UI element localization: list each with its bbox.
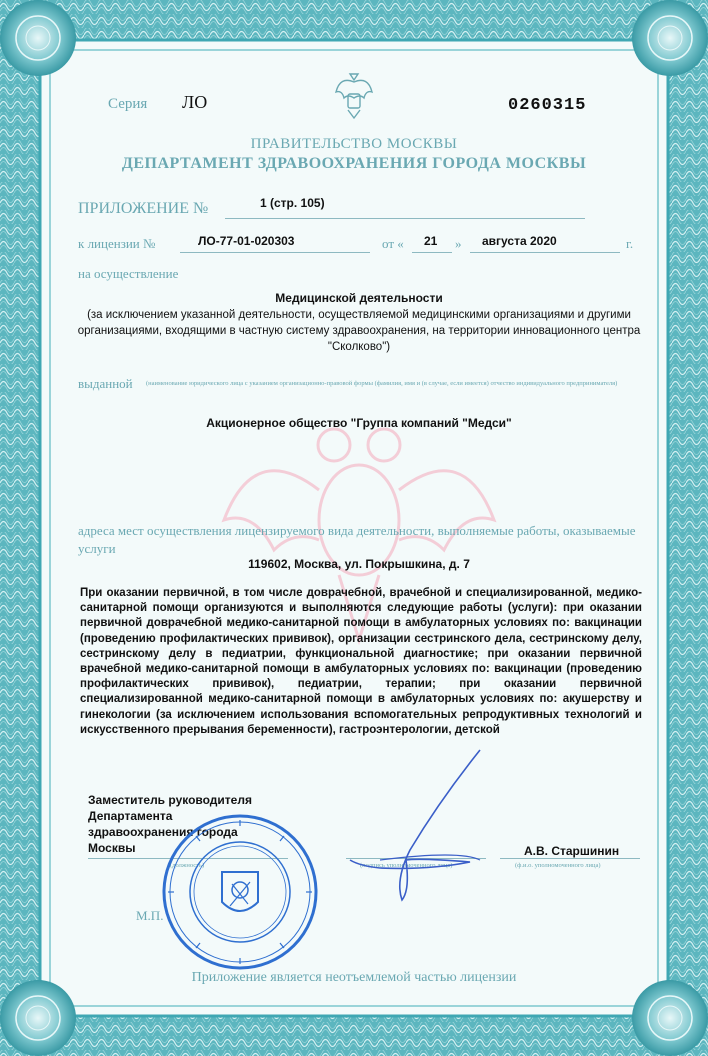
address-value: 119602, Москва, ул. Покрышкина, д. 7 — [248, 557, 470, 571]
position-line-3: здравоохранения города — [88, 825, 238, 839]
day-close: » — [455, 236, 462, 251]
appendix-label: ПРИЛОЖЕНИЕ № — [78, 200, 209, 217]
license-day: 21 — [424, 234, 438, 248]
position-line-1: Заместитель руководителя — [88, 793, 252, 807]
position-line-2: Департамента — [88, 809, 173, 823]
signature-scribble — [340, 740, 490, 910]
address-label: адреса мест осуществления лицензируемого вида деятельности, выполняемые работы, оказываемые услуги — [78, 523, 636, 556]
footer-note: Приложение является неотъемлемой частью лицензии — [191, 970, 517, 985]
series-label: Серия — [108, 96, 148, 112]
hint-name: (ф.и.о. уполномоченного лица) — [515, 862, 601, 869]
hint-signature: (подпись уполномоченного лица) — [360, 862, 453, 869]
activity-title: Медицинской деятельности — [275, 291, 443, 305]
from-label: от « — [382, 236, 404, 251]
organization-name: Акционерное общество "Группа компаний "Медси" — [206, 416, 512, 430]
issued-label: выданной — [78, 376, 133, 391]
activity-label: на осуществление — [78, 266, 179, 281]
year-suffix: г. — [626, 236, 634, 251]
stamp-place: М.П. — [136, 908, 164, 923]
coat-of-arms-icon — [334, 72, 374, 120]
hint-position: (должность) — [170, 862, 205, 869]
license-prefix: к лицензии № — [78, 236, 156, 251]
services-text: При оказании первичной, в том числе доврачебной, врачебной и специализированной, медико-санитарной помощи организуются и выполняются следующие работы (услуги): при оказании первичной доврачебной медико-санитарной помощи в амбулаторных условиях по: вакцинации (проведению профилактических прививок), организации сестринского дела, сестринскому делу, сестринскому делу в педиатрии, функциональной диагностике; при оказании первичной врачебной медико-санитарной помощи в амбулаторных условиях по: вакцинации (проведению профилактических прививок), педиатрии, терапии; при оказании первичной специализированной медико-санитарной помощи в амбулаторных условиях по: акушерству и гинекологии (за исключением использования вспомогательных репродуктивных технологий и искусственного прерывания беременности), гастроэнтерологии, детской — [80, 587, 642, 736]
official-seal-icon — [160, 812, 320, 972]
appendix-value: 1 (стр. 105) — [260, 196, 325, 210]
license-number-value: ЛО-77-01-020303 — [198, 234, 295, 248]
position-line-4: Москвы — [88, 841, 136, 855]
license-number: 0260315 — [508, 96, 587, 115]
license-month-year: августа 2020 — [482, 234, 557, 248]
signatory-name: А.В. Старшинин — [524, 844, 620, 858]
activity-description: (за исключением указанной деятельности, осуществляемой медицинскими организациями и другими организациями, входящими в частную систему здравоохранения, на территории инновационного центра "Сколково") — [77, 309, 641, 353]
government-title: ПРАВИТЕЛЬСТВО МОСКВЫ — [250, 136, 458, 152]
department-title: ДЕПАРТАМЕНТ ЗДРАВООХРАНЕНИЯ ГОРОДА МОСКВЫ — [121, 155, 587, 172]
series-value: ЛО — [182, 92, 208, 112]
issued-hint: (наименование юридического лица с указанием организационно-правовой формы (фамилия, имя и (в случае, если имеется) отчество индивидуального предпринимателя) — [146, 380, 618, 387]
corner-rosette-icon — [0, 0, 76, 76]
